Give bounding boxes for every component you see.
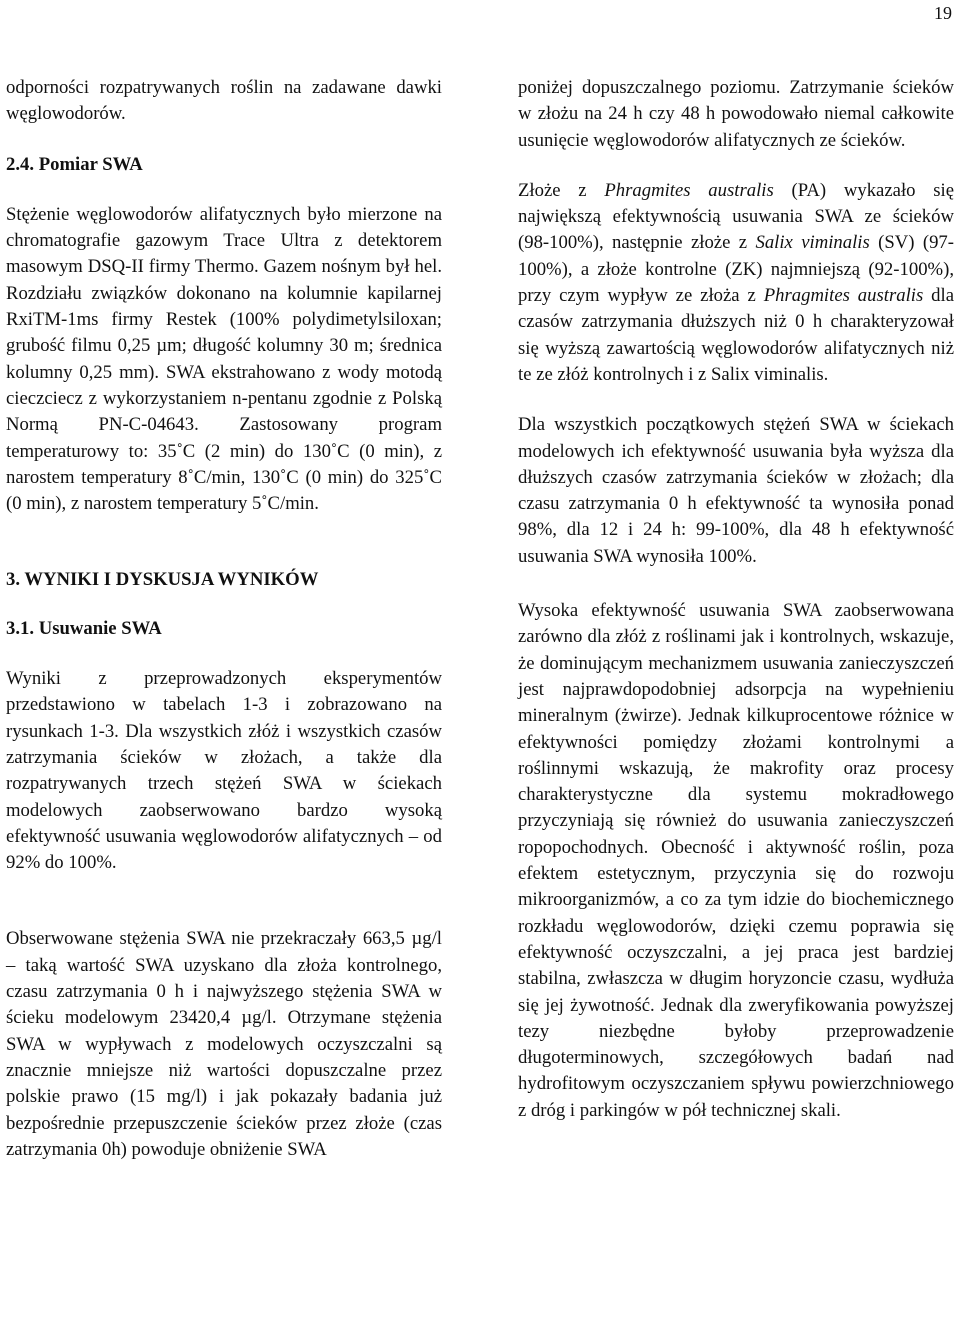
initial-concentrations-paragraph: Dla wszystkich początkowych stężeń SWA w ściekach modelowych ich efektywność usuwania była wyższa dla dłuższych czasów zatrzymania ścieków w złożach; dla czasu zatrzymania 0 h efektywność ta wynosiła ponad 98%, dla 12 i 24 h: 99-100%, dla 48 h efektywność usuwania SWA wynosiła 100%. xyxy=(518,414,954,567)
continued-paragraph: poniżej dopuszczalnego poziomu. Zatrzymanie ścieków w złożu na 24 h czy 48 h powodowało niemal całkowite usunięcie węglowodorów alifatycznych ze ścieków. xyxy=(518,77,954,151)
phragmites-text-2: (PA) wykazało się największą efektywnością usuwania SWA ze ścieków (98-100%), następnie złoże z xyxy=(518,179,955,254)
section-3-1-heading: 3.1. Usuwanie SWA xyxy=(6,617,162,639)
phragmites-text-4: dla czasów zatrzymania dłuższych niż 0 h charakteryzował się wyższą zawartością węglowodorów alifatycznych niż te ze złóż kontrolnych i z Salix viminalis. xyxy=(518,285,954,385)
phragmites-text-3: (SV) (97-100%), a złoże kontrolne (ZK) najmniejszą (92-100%), przy czym wypływ ze złoża z xyxy=(518,232,954,307)
species-name-phragmites: Phragmites australis xyxy=(604,179,774,201)
section-2-4-heading: 2.4. Pomiar SWA xyxy=(6,153,143,175)
section-3-1-paragraph: Wyniki z przeprowadzonych eksperymentów przedstawiono w tabelach 1-3 i zobrazowano na rysunkach 1-3. Dla wszystkich złóż i wszystkich czasów zatrzymania ścieków w złożach, a także dla rozpatrywanych trzech stężeń SWA w ściekach modelowych zaobserwowano bardzo wysoką efektywność usuwania węglowodorów alifatycznych – od 92% do 100%. xyxy=(6,668,442,874)
right-column xyxy=(518,75,954,1148)
section-2-4-paragraph: Stężenie węglowodorów alifatycznych było mierzone na chromatografie gazowym Trace Ultra z detektorem masowym DSQ-II firmy Thermo. Gazem nośnym był hel. Rozdziału związków dokonano na kolumnie kapilarnej RxiTM-1ms firmy Restek (100% polydimetylsiloxan; grubość filmu 0,25 µm; długość kolumny 30 m; średnica kolumny 0,25 mm). SWA ekstrahowano z wody motodą cieczciecz z wykorzystaniem n-pentanu zgodnie z Polską Normą PN-C-04643. Zastosowany program temperaturowy to: 35˚C (2 min) do 130˚C (0 min), z narostem temperatury 8˚C/min, 130˚C (0 min) do 325˚C (0 min), z narostem temperatury 5˚C/min. xyxy=(6,203,442,515)
left-column xyxy=(6,75,442,1187)
section-3-heading: 3. WYNIKI I DYSKUSJA WYNIKÓW xyxy=(6,569,319,591)
phragmites-text-1: Złoże z xyxy=(518,179,605,201)
species-name-phragmites-2: Phragmites australis xyxy=(763,285,924,307)
high-efficiency-paragraph: Wysoka efektywność usuwania SWA zaobserwowana zarówno dla złóż z roślinami jak i kontrolnych, wskazuje, że dominującym mechanizmem usuwania zanieczyszczeń jest najprawdopodobniej adsorpcja na wypełnieniu mineralnym (żwirze). Jednak kilkuprocentowe różnice w efektywności pomiędzy złożami kontrolnymi a roślinnymi wskazują, że makrofity oraz procesy charakterystyczne dla systemu mokradłowego przyczyniają się również do usuwania zanieczyszczeń ropopochodnych. Obecność i aktywność roślin, poza efektem estetycznym, przyczynia się do rozwoju mikroorganizmów, a co za tym idzie do biochemicznego rozkładu węglowodorów, dzięki czemu poprawia się efektywność oczyszczalni, a jej praca jest bardziej stabilna, zwłaszcza w długim horyzoncie czasu, wydłuża się jej żywotność. Jednak dla zweryfikowania powyższej tezy niezbędne byłoby przeprowadzenie długoterminowych, szczegółowych badań nad hydrofitowym oczyszczaniem spływu powierzchniowego z dróg i parkingów w pół technicznej skali. xyxy=(518,600,954,1121)
page-number: 19 xyxy=(934,3,952,23)
observed-concentrations-paragraph: Obserwowane stężenia SWA nie przekraczały 663,5 µg/l – taką wartość SWA uzyskano dla złoża kontrolnego, czasu zatrzymania 0 h i najwyższego stężenia SWA w ścieku modelowym 23420,4 µg/l. Otrzymane stężenia SWA w wypływach z modelowych oczyszczalni są znacznie mniejsze niż wartości dopuszczalne przez polskie prawo (15 mg/l) i jak pokazały badania już bezpośrednie przepuszczenie ścieków przez złoże (czas zatrzymania 0h) powoduje obniżenie SWA xyxy=(6,928,442,1160)
species-name-salix: Salix viminalis xyxy=(755,232,870,254)
phragmites-paragraph xyxy=(518,178,954,388)
intro-paragraph: odporności rozpatrywanych roślin na zadawane dawki węglowodorów. xyxy=(6,77,442,125)
